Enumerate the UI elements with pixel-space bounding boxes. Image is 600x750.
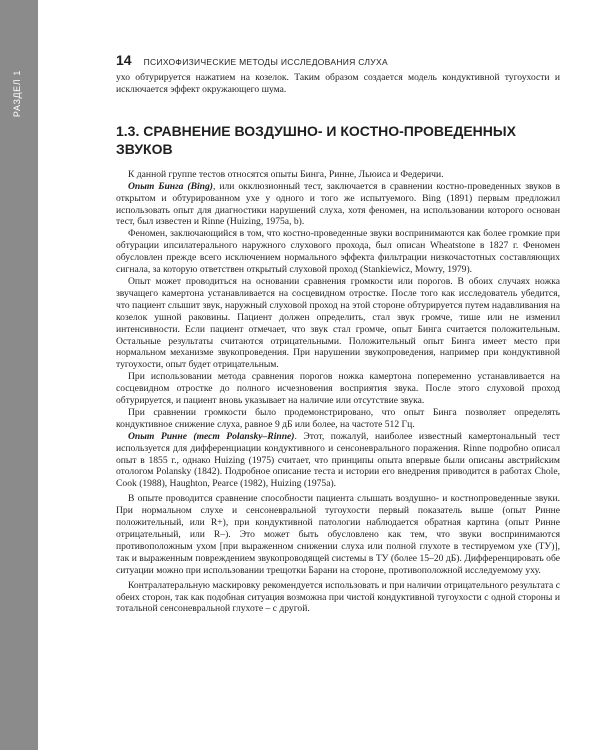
rinne-test-description: . Этот, пожалуй, наиболее известный камертональный тест используется для дифференциации кондуктивного и сенсоневрального поражения. Rinne подробно описал опыт в 1855 г., однако Huizing (1975) считает, что принципы опыта впервые были описаны австрийским отологом Polansky (1842). Подробное описание теста и истории его внедрения приводится в работах Chole, Cook (1988), Haughton, Pearce (1982), Huizing (1975a). <box>116 430 560 490</box>
rinne-test-term: Опыт Ринне (тест Polansky–Rinne) <box>128 430 295 442</box>
section-heading: 1.3. СРАВНЕНИЕ ВОЗДУШНО- И КОСТНО-ПРОВЕДЕННЫХ ЗВУКОВ <box>116 122 516 157</box>
bing-test-description: , или окклюзионный тест, заключается в сравнении костно-проведенных звуков в открытом и обтурированном ухе у одного и того же испытуемого. Bing (1891) первым предложил использовать опыт для диагностики нарушений слуха, хотя феномен, на использовании которого основан тест, был известен и Rinne (Huizing, 1975a, b). <box>116 180 560 228</box>
paragraph-phenomenon: Феномен, заключающийся в том, что костно-проведенные звуки воспринимаются как более громкие при обтурации ипсилатерального наружного слухового прохода, был описан Wheatstone в 1827 г. Феномен обусловлен прежде всего исключением нормального эффекта фильтрации низкочастотных составляющих сигнала, за которую ответствен открытый слуховой проход (Stankiewicz, Mowry, 1979). <box>116 228 560 276</box>
page-number: 14 <box>116 52 132 68</box>
paragraph-rinne <box>116 431 560 491</box>
paragraph-bing <box>116 181 560 229</box>
paragraph-rinne-comparison: В опыте проводится сравнение способности пациента слышать воздушно- и костнопроведенные звуки. При нормальном слухе и сенсоневральной тугоухости первый показатель выше (опыт Ринне положительный, или R+), при кондуктивной патологии наблюдается обратная картина (опыт Ринне отрицательный, или R–). Это может быть обусловлено как тем, что звуки воспринимаются противоположным ухом [при выраженном снижении слуха или полной глухоте в тестируемом ухе (ТУ)], так и выраженным повреждением звукопроводящей системы в ТУ (более 15–20 дБ). Дифференцировать обе ситуации можно при использовании трещотки Барани на стороне, противоположной исследуемому уху. <box>116 493 560 576</box>
intro-paragraph: ухо обтурируется нажатием на козелок. Таким образом создается модель кондуктивной тугоухости и исключается эффект окружающего шума. <box>116 72 560 95</box>
bing-test-term: Опыт Бинга (Bing) <box>128 180 213 192</box>
section-tab-label: РАЗДЕЛ 1 <box>12 70 22 118</box>
paragraph-tests-list: К данной группе тестов относятся опыты Бинга, Ринне, Льюиса и Федеричи. <box>128 168 444 180</box>
paragraph-threshold-method: При использовании метода сравнения порогов ножка камертона попеременно устанавливается на сосцевидном отростке до полного исчезновения восприятия звука. После этого слуховой проход обтурируется, и пациент вновь указывает на наличие или отсутствие звука. <box>116 371 560 407</box>
page-body <box>116 72 560 615</box>
paragraph-masking: Контралатеральную маскировку рекомендуется использовать и при наличии отрицательного результата с обеих сторон, так как подобная ситуация возможна при чистой кондуктивной тугоухости с одной стороны и тотальной сенсоневральной глухоте – с другой. <box>116 579 560 615</box>
section-side-tab <box>0 0 38 750</box>
running-title: ПСИХОФИЗИЧЕСКИЕ МЕТОДЫ ИССЛЕДОВАНИЯ СЛУХА <box>143 57 388 67</box>
paragraph-procedure: Опыт может проводиться на основании сравнения громкости или порогов. В обоих случаях ножка звучащего камертона устанавливается на сосцевидном отростке. После того как исследователь убедится, что пациент слышит звук, наружный слуховой проход на этой стороне обтурируется путем надавливания на козелок ушной раковины. Пациент должен определить, стал звук громче, тише или не изменил интенсивности. Если пациент отмечает, что звук стал громче, опыт Бинга считается положительным. Остальные результаты считаются отрицательными. Положительный опыт Бинга имеет место при нормальном механизме звукопроведения. При нарушении звукопроведения, например при кондуктивной тугоухости, опыт будет отрицательным. <box>116 275 560 371</box>
paragraph-loudness-comparison: При сравнении громкости было продемонстрировано, что опыт Бинга позволяет определять кондуктивное снижение слуха, равное 9 дБ или более, на частоте 512 Гц. <box>116 406 560 430</box>
running-header <box>116 52 560 70</box>
